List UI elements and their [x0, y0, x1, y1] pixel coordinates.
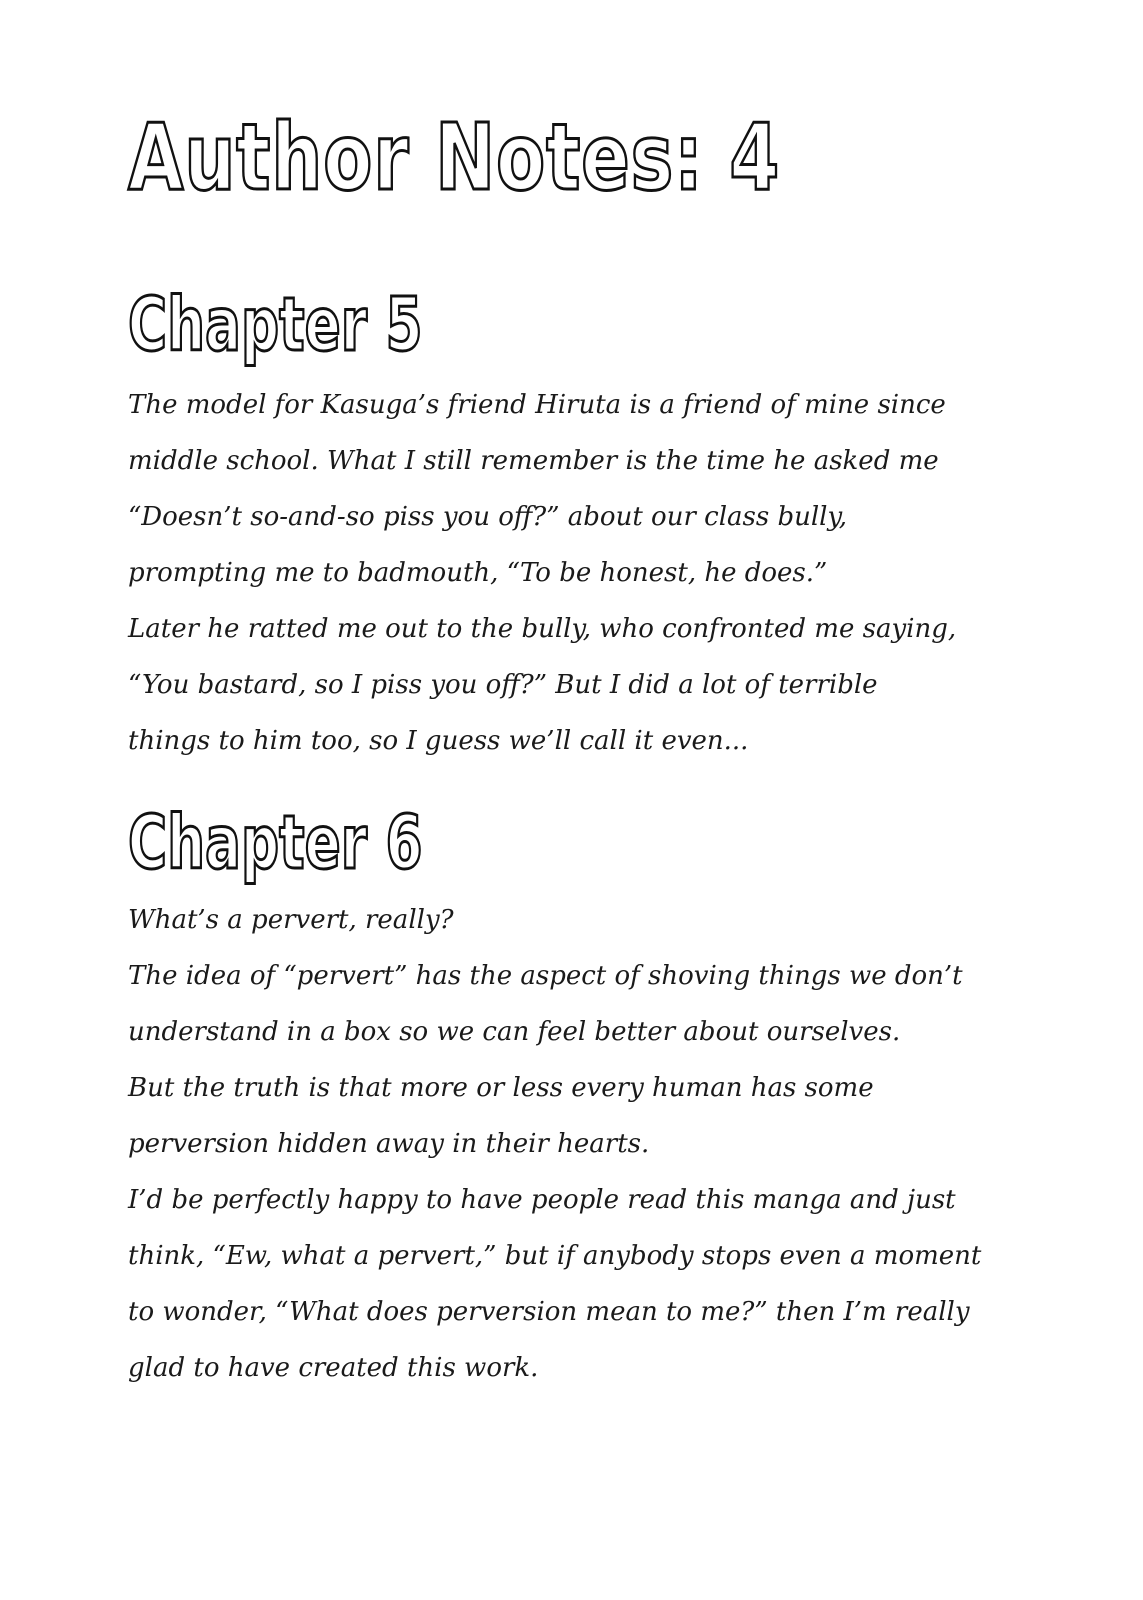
- note-line: “You bastard, so I piss you off?” But I did a lot of terrible: [128, 670, 878, 700]
- note-line: “Doesn’t so-and-so piss you off?” about our class bully,: [128, 502, 847, 532]
- note-line: Later he ratted me out to the bully, who confronted me saying,: [128, 614, 957, 644]
- note-line: The idea of “pervert” has the aspect of shoving things we don’t: [128, 961, 963, 991]
- chapter-5-heading: Chapter 5: [128, 282, 423, 368]
- page-title: Author Notes: 4: [128, 104, 781, 211]
- note-line: The model for Kasuga’s friend Hiruta is a friend of mine since: [128, 390, 946, 420]
- note-line: prompting me to badmouth, “To be honest, he does.”: [128, 558, 828, 588]
- note-line: glad to have created this work.: [128, 1353, 539, 1383]
- note-line: But the truth is that more or less every human has some: [128, 1073, 874, 1103]
- note-line: middle school. What I still remember is the time he asked me: [128, 446, 939, 476]
- note-line: understand in a box so we can feel better about ourselves.: [128, 1017, 901, 1047]
- note-line: to wonder, “What does perversion mean to me?” then I’m really: [128, 1297, 970, 1327]
- chapter-5-notes: [128, 377, 1008, 769]
- note-line: think, “Ew, what a pervert,” but if anybody stops even a moment: [128, 1241, 982, 1271]
- note-line: things to him too, so I guess we’ll call it even...: [128, 726, 749, 756]
- note-line: I’d be perfectly happy to have people read this manga and just: [128, 1185, 956, 1215]
- chapter-6-heading: Chapter 6: [128, 800, 423, 886]
- note-line: What’s a pervert, really?: [128, 905, 454, 935]
- chapter-6-notes: [128, 892, 1008, 1396]
- note-line: perversion hidden away in their hearts.: [128, 1129, 650, 1159]
